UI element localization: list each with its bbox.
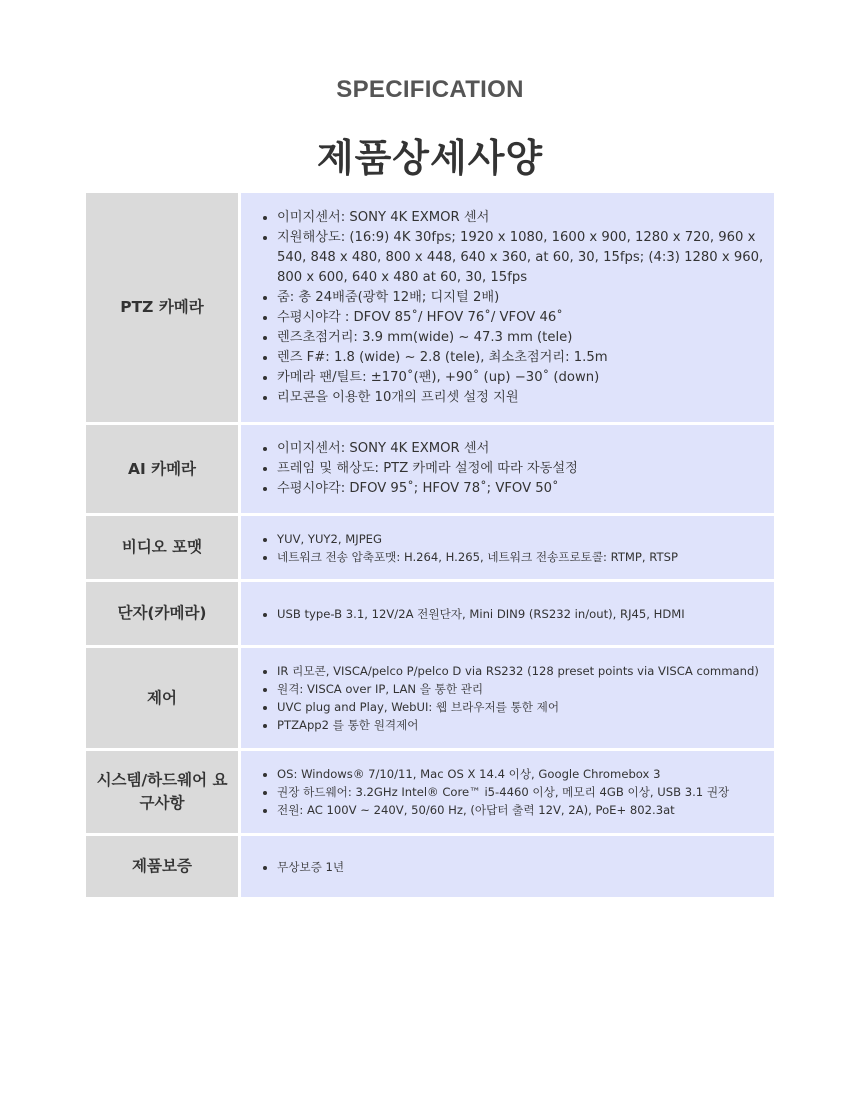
spec-value: [241, 425, 774, 513]
spec-item: • USB type-B 3.1, 12V/2A 전원단자, Mini DIN9 (RS232 in/out), RJ45, HDMI: [277, 605, 685, 623]
spec-row-system-requirements: [86, 751, 774, 833]
spec-value: [241, 582, 774, 645]
spec-item: • 프레임 및 해상도: PTZ 카메라 설정에 따라 자동설정: [277, 459, 578, 479]
spec-item: • 수평시야각 : DFOV 85˚/ HFOV 76˚/ VFOV 46˚: [277, 308, 766, 328]
spec-item: • 렌즈 F#: 1.8 (wide) ~ 2.8 (tele), 최소초점거리: 1.5m: [277, 348, 766, 368]
spec-item: • PTZApp2 를 통한 원격제어: [277, 716, 759, 734]
spec-row-terminals: [86, 582, 774, 645]
spec-list: [241, 662, 767, 734]
spec-list: [241, 208, 774, 408]
spec-item: • 이미지센서: SONY 4K EXMOR 센서: [277, 208, 766, 228]
spec-item: • 전원: AC 100V ~ 240V, 50/60 Hz, (아답터 출력 12V, 2A), PoE+ 802.3at: [277, 801, 729, 819]
page-eyebrow: SPECIFICATION: [336, 76, 524, 103]
spec-label: 시스템/하드웨어 요구사항: [86, 751, 238, 833]
spec-label: 비디오 포맷: [86, 516, 238, 579]
spec-label: 제어: [86, 648, 238, 748]
spec-list: [241, 439, 586, 499]
spec-list: [241, 530, 686, 566]
spec-item: • 렌즈초점거리: 3.9 mm(wide) ~ 47.3 mm (tele): [277, 328, 766, 348]
spec-row-warranty: [86, 836, 774, 897]
spec-table: [86, 193, 774, 897]
page-title: 제품상세사양: [316, 136, 544, 180]
spec-value: [241, 648, 774, 748]
spec-item: • 줌: 총 24배줌(광학 12배; 디지털 2배): [277, 288, 766, 308]
spec-item: • IR 리모콘, VISCA/pelco P/pelco D via RS232 (128 preset points via VISCA command): [277, 662, 759, 680]
spec-value: [241, 836, 774, 897]
spec-value: [241, 193, 774, 422]
spec-value: [241, 516, 774, 579]
spec-item: • UVC plug and Play, WebUI: 웹 브라우저를 통한 제어: [277, 698, 759, 716]
spec-label: PTZ 카메라: [86, 193, 238, 422]
spec-row-ptz-camera: [86, 193, 774, 422]
spec-item: • OS: Windows® 7/10/11, Mac OS X 14.4 이상, Google Chromebox 3: [277, 765, 729, 783]
spec-list: [241, 858, 352, 876]
spec-item: • 권장 하드웨어: 3.2GHz Intel® Core™ i5-4460 이상, 메모리 4GB 이상, USB 3.1 권장: [277, 783, 729, 801]
spec-item: • 원격: VISCA over IP, LAN 을 통한 관리: [277, 680, 759, 698]
spec-item: • 지원해상도: (16:9) 4K 30fps; 1920 x 1080, 1600 x 900, 1280 x 720, 960 x 540, 848 x 480, 800 x 448, 640 x 360, at 60, 30, 15fps; (4:3) 1280 x 960, 800 x 600, 640 x 480 at 60, 30, 15fps: [277, 228, 766, 288]
spec-item: • 카메라 팬/틸트: ±170˚(팬), +90˚ (up) −30˚ (down): [277, 368, 766, 388]
spec-row-ai-camera: [86, 425, 774, 513]
spec-label: 제품보증: [86, 836, 238, 897]
spec-item: • 네트워크 전송 압축포맷: H.264, H.265, 네트워크 전송프로토콜: RTMP, RTSP: [277, 548, 678, 566]
spec-row-video-format: [86, 516, 774, 579]
spec-label: 단자(카메라): [86, 582, 238, 645]
spec-list: [241, 765, 737, 819]
spec-item: • 무상보증 1년: [277, 858, 344, 876]
spec-item: • 수평시야각: DFOV 95˚; HFOV 78˚; VFOV 50˚: [277, 479, 578, 499]
spec-item: • YUV, YUY2, MJPEG: [277, 530, 678, 548]
spec-value: [241, 751, 774, 833]
spec-list: [241, 605, 693, 623]
spec-item: • 리모콘을 이용한 10개의 프리셋 설정 지원: [277, 388, 766, 408]
spec-item: • 이미지센서: SONY 4K EXMOR 센서: [277, 439, 578, 459]
spec-row-control: [86, 648, 774, 748]
spec-label: AI 카메라: [86, 425, 238, 513]
